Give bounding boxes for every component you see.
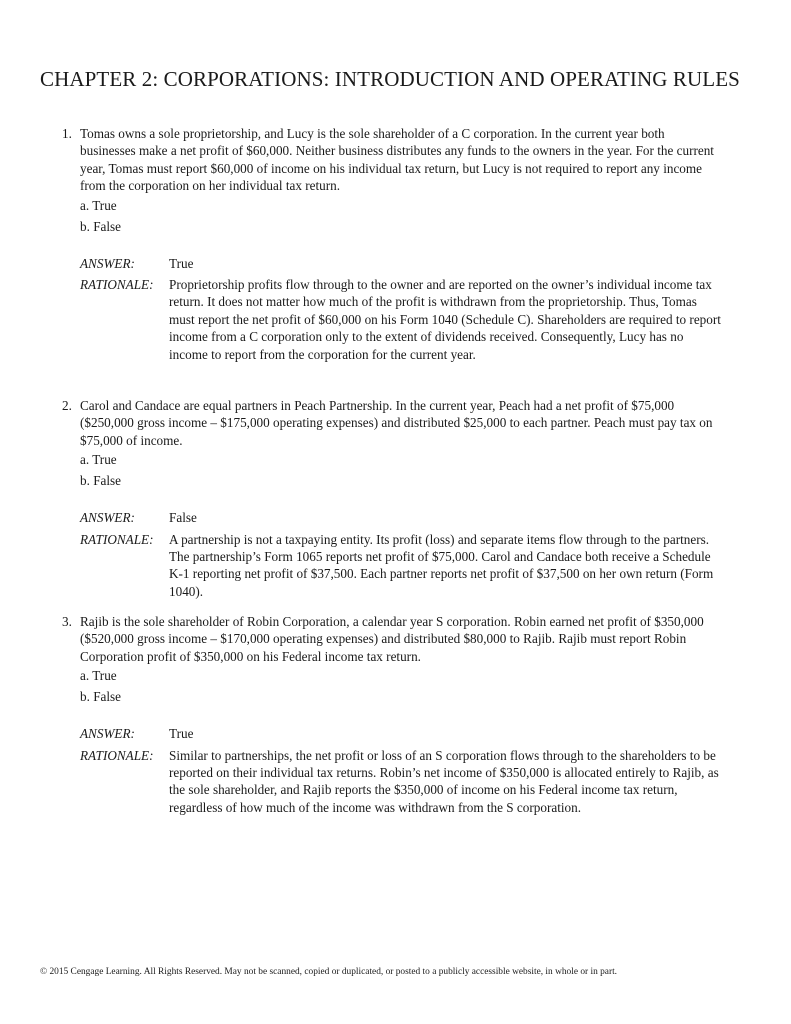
rationale-text: Proprietorship profits flow through to the owner and are reported on the owner’s individual income tax return. It does not matter how much of the profit is withdrawn from the proprietorship. Thus, Tomas must report the net profit of $60,000 on his Form 1040 (Schedule C). Shareholders are required to report income from a C corporation only to the extent of dividends received. Consequently, Lucy has no income to report from the corporation for the current year. bbox=[169, 277, 721, 362]
option-a: a. True bbox=[80, 197, 117, 213]
answer-value: True bbox=[169, 726, 194, 742]
answer-value: False bbox=[169, 510, 197, 526]
answer-row bbox=[80, 255, 722, 272]
rationale-row bbox=[80, 747, 722, 817]
question-stem bbox=[62, 125, 722, 195]
question-number: 3. bbox=[62, 614, 72, 629]
question-3 bbox=[62, 613, 722, 816]
question-text: Carol and Candace are equal partners in Peach Partnership. In the current year, Peach had a net profit of $75,000 ($250,000 gross income – $175,000 operating expenses) and distributed $25,000 to each partner. Peach must pay tax on $75,000 of income. bbox=[80, 398, 713, 448]
answer-row bbox=[80, 509, 722, 526]
answer-label: ANSWER: bbox=[80, 255, 135, 271]
answer-row bbox=[80, 725, 722, 742]
question-text: Rajib is the sole shareholder of Robin Corporation, a calendar year S corporation. Robin earned net profit of $350,000 ($520,000 gross income – $170,000 operating expenses) and distributed $80,000 to Rajib. Rajib must report Robin Corporation profit of $350,000 on his Federal income tax return. bbox=[80, 614, 704, 664]
rationale-text: Similar to partnerships, the net profit or loss of an S corporation flows through to the shareholders to be reported on their individual tax returns. Robin’s net income of $350,000 is allocated entirely to Rajib, as the sole shareholder, and Rajib reports the $350,000 of income on his Federal income tax return, regardless of how much of the income was withdrawn from the S corporation. bbox=[169, 747, 719, 815]
question-stem bbox=[62, 397, 722, 449]
answer-block bbox=[80, 509, 722, 600]
option-b: b. False bbox=[80, 218, 122, 234]
option-b: b. False bbox=[80, 473, 122, 489]
rationale-label: RATIONALE: bbox=[80, 277, 154, 293]
question-2 bbox=[62, 397, 722, 600]
answer-block bbox=[80, 725, 722, 816]
question-1 bbox=[62, 125, 722, 363]
option-b: b. False bbox=[80, 689, 122, 705]
option-a: a. True bbox=[80, 452, 117, 468]
chapter-title: CHAPTER 2: CORPORATIONS: INTRODUCTION AND OPERATING RULES bbox=[40, 67, 740, 91]
answer-label: ANSWER: bbox=[80, 510, 135, 526]
question-number: 2. bbox=[62, 398, 72, 413]
answer-block bbox=[80, 255, 722, 363]
option-a: a. True bbox=[80, 668, 117, 684]
rationale-label: RATIONALE: bbox=[80, 531, 154, 547]
rationale-row bbox=[80, 531, 722, 601]
rationale-label: RATIONALE: bbox=[80, 747, 154, 763]
question-text: Tomas owns a sole proprietorship, and Lucy is the sole shareholder of a C corporation. In the current year both businesses make a net profit of $60,000. Neither business distributes any funds to the owners in the year. For the current year, Tomas must report $60,000 of income on his individual tax return, but Lucy is not required to report any income from the corporation on her individual tax return. bbox=[80, 126, 714, 194]
rationale-text: A partnership is not a taxpaying entity. Its profit (loss) and separate items flow through to the partners. The partnership’s Form 1065 reports net profit of $75,000. Carol and Candace both receive a Schedule K-1 reporting net profit of $37,500. Each partner reports net profit of $37,500 on her own return (Form 1040). bbox=[169, 531, 714, 599]
question-stem bbox=[62, 613, 722, 665]
copyright-footer: © 2015 Cengage Learning. All Rights Reserved. May not be scanned, copied or duplicated, or posted to a publicly accessible website, in whole or in part. bbox=[40, 967, 618, 977]
rationale-row bbox=[80, 276, 722, 363]
answer-label: ANSWER: bbox=[80, 726, 135, 742]
answer-value: True bbox=[169, 255, 194, 271]
question-number: 1. bbox=[62, 126, 72, 141]
